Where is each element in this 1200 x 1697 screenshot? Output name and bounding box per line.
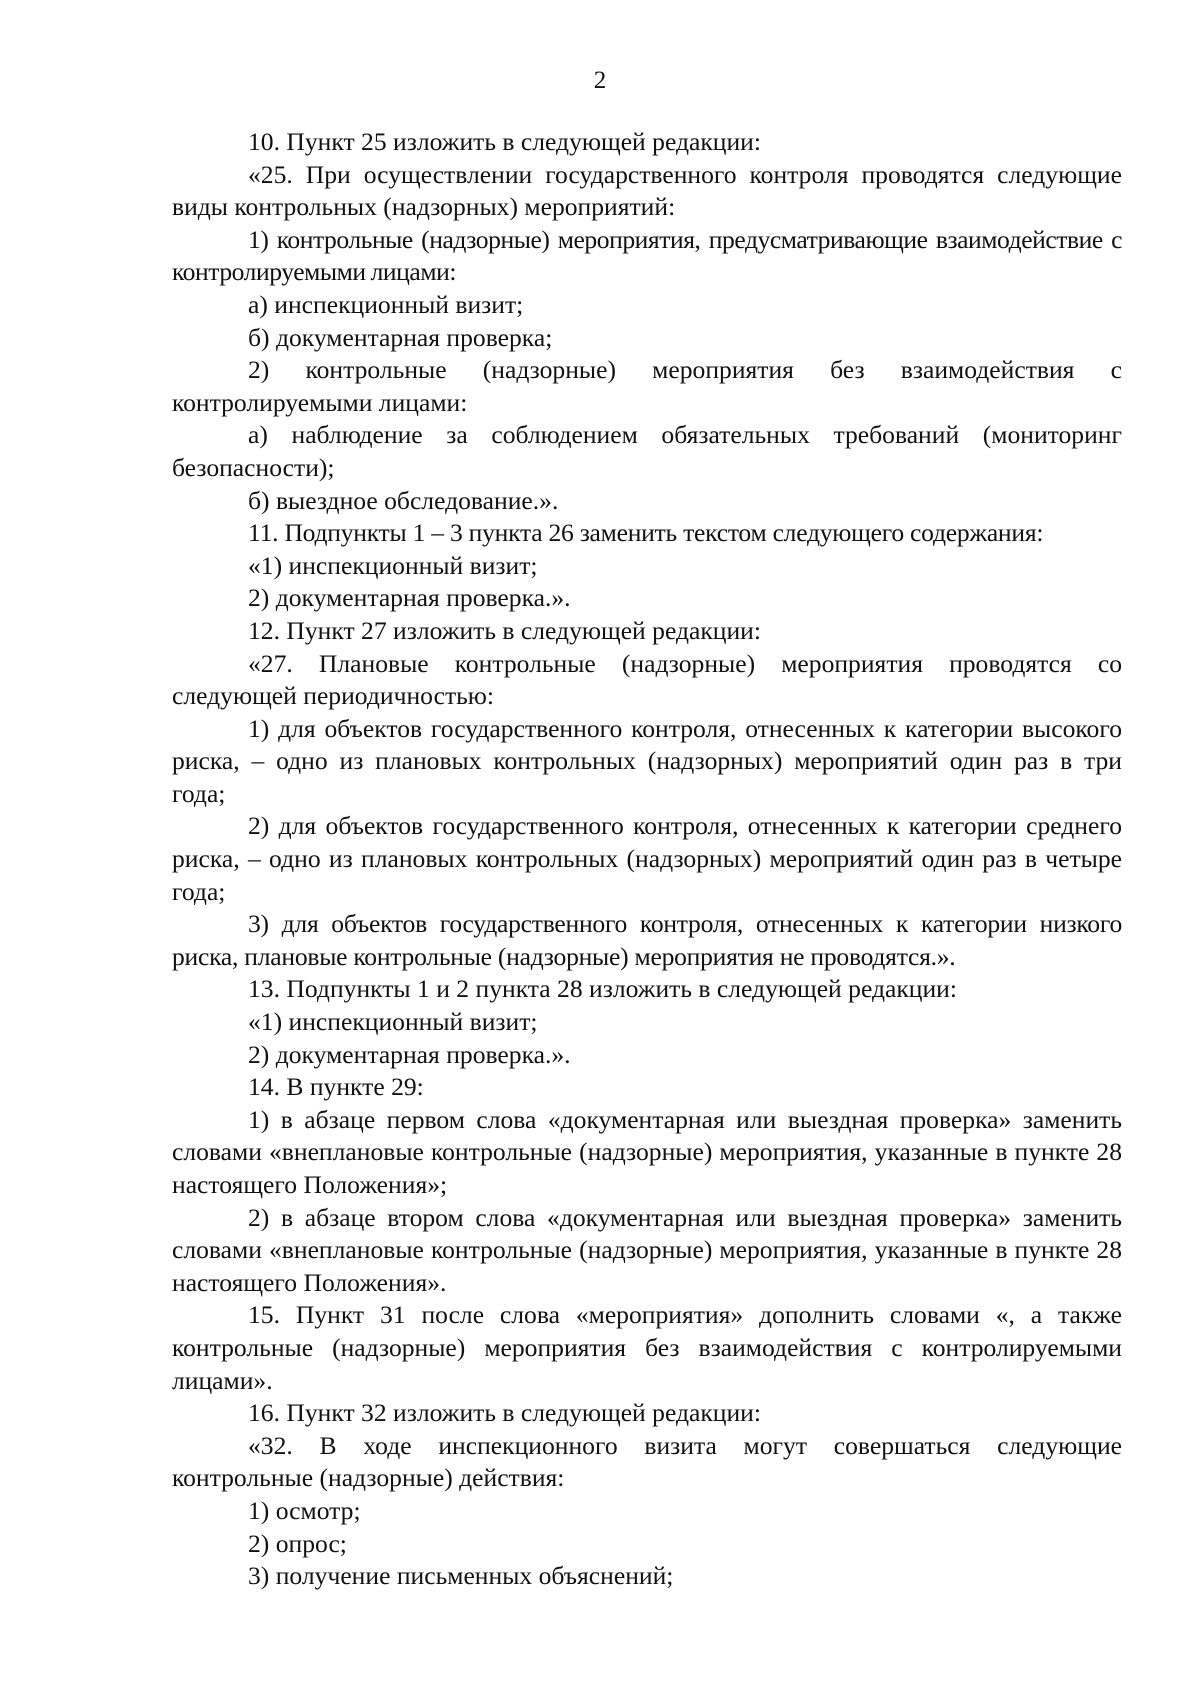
paragraph: 12. Пункт 27 изложить в следующей редакции: xyxy=(248,615,761,645)
paragraph: 2) в абзаце втором слова «документарная или выездная проверка» заменить словами «внеплановые контрольные (надзорные) мероприятия, указанные в пункте 28 настоящего Положения». xyxy=(172,1202,1122,1297)
paragraph: 2) документарная проверка.». xyxy=(248,583,571,613)
paragraph: 1) для объектов государственного контроля, отнесенных к категории высокого риска, – одно из плановых контрольных (надзорных) мероприятий один раз в три года; xyxy=(172,713,1122,808)
paragraph: «1) инспекционный визит; xyxy=(248,550,538,580)
paragraph: 1) осмотр; xyxy=(248,1495,361,1525)
document-body xyxy=(172,126,1122,1593)
paragraph: 15. Пункт 31 после слова «мероприятия» дополнить словами «, а также контрольные (надзорные) мероприятия без взаимодействия с контролируемыми лицами». xyxy=(172,1300,1122,1395)
paragraph: «25. При осуществлении государственного контроля проводятся следующие виды контрольных (надзорных) мероприятий: xyxy=(172,159,1122,222)
paragraph: 1) контрольные (надзорные) мероприятия, предусматривающие взаимодействие с контролируемыми лицами: xyxy=(172,224,1122,287)
paragraph: 2) контрольные (надзорные) мероприятия без взаимодействия с контролируемыми лицами: xyxy=(172,355,1122,417)
paragraph: б) выездное обследование.». xyxy=(248,485,559,515)
paragraph: 13. Подпункты 1 и 2 пункта 28 изложить в следующей редакции: xyxy=(248,974,957,1004)
paragraph: б) документарная проверка; xyxy=(248,322,553,352)
paragraph: «27. Плановые контрольные (надзорные) мероприятия проводятся со следующей периодичностью: xyxy=(172,648,1122,711)
paragraph: 1) в абзаце первом слова «документарная или выездная проверка» заменить словами «внеплановые контрольные (надзорные) мероприятия, указанные в пункте 28 настоящего Положения»; xyxy=(172,1104,1122,1199)
paragraph: а) наблюдение за соблюдением обязательных требований (мониторинг безопасности); xyxy=(172,420,1122,482)
paragraph: 10. Пункт 25 изложить в следующей редакции: xyxy=(248,127,761,156)
paragraph: 2) документарная проверка.». xyxy=(248,1039,571,1069)
paragraph: 3) получение письменных объяснений; xyxy=(248,1561,674,1591)
paragraph: 14. В пункте 29: xyxy=(248,1072,424,1102)
paragraph: 3) для объектов государственного контроля, отнесенных к категории низкого риска, плановые контрольные (надзорные) мероприятия не проводятся.». xyxy=(172,909,1122,971)
paragraph: «32. В ходе инспекционного визита могут совершаться следующие контрольные (надзорные) действия: xyxy=(172,1430,1122,1493)
page-number: 2 xyxy=(593,67,607,94)
paragraph: 16. Пункт 32 изложить в следующей редакции: xyxy=(248,1398,761,1428)
paragraph: 2) для объектов государственного контроля, отнесенных к категории среднего риска, – одно из плановых контрольных (надзорных) мероприятий один раз в четыре года; xyxy=(172,811,1122,906)
paragraph: 2) опрос; xyxy=(248,1528,347,1558)
paragraph: а) инспекционный визит; xyxy=(248,289,524,319)
paragraph: 11. Подпункты 1 – 3 пункта 26 заменить текстом следующего содержания: xyxy=(248,518,1044,548)
paragraph: «1) инспекционный визит; xyxy=(248,1007,538,1037)
